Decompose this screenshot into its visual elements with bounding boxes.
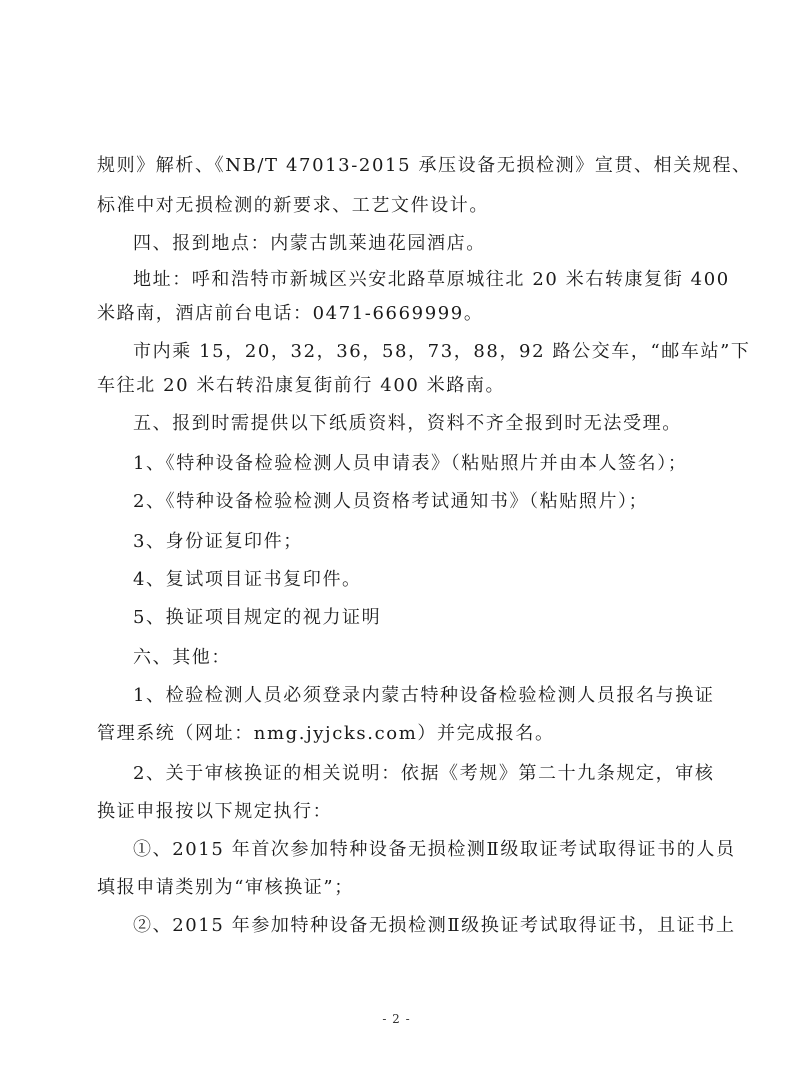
list-item: 2、《特种设备检验检测人员资格考试通知书》（粘贴照片）； <box>133 491 649 512</box>
page-number: - 2 - <box>382 1012 411 1026</box>
paragraph-line: 米路南，酒店前台电话：0471-6669999。 <box>97 303 484 324</box>
list-item: 4、复试项目证书复印件。 <box>133 569 362 590</box>
list-item: 5、换证项目规定的视力证明 <box>133 607 382 628</box>
paragraph-line: 标准中对无损检测的新要求、工艺文件设计。 <box>97 195 489 216</box>
section-heading: 五、报到时需提供以下纸质资料，资料不齐全报到时无法受理。 <box>133 413 682 434</box>
paragraph-line: 地址：呼和浩特市新城区兴安北路草原城往北 20 米右转康复街 400 <box>133 269 730 290</box>
paragraph-line: 1、检验检测人员必须登录内蒙古特种设备检验检测人员报名与换证 <box>133 685 715 706</box>
list-item: 1、《特种设备检验检测人员申请表》（粘贴照片并由本人签名）； <box>133 453 688 474</box>
list-item: 3、身份证复印件； <box>133 531 303 552</box>
paragraph-line: 规则》解析、《NB/T 47013-2015 承压设备无损检测》宣贯、相关规程、 <box>97 155 752 176</box>
paragraph-line: 2、关于审核换证的相关说明：依据《考规》第二十九条规定，审核 <box>133 763 715 784</box>
paragraph-line: 换证申报按以下规定执行： <box>97 801 333 822</box>
paragraph-line: 车往北 20 米右转沿康复街前行 400 米路南。 <box>97 375 506 396</box>
section-heading: 四、报到地点：内蒙古凯莱迪花园酒店。 <box>133 233 486 254</box>
section-heading: 六、其他： <box>133 647 231 668</box>
paragraph-line: ②、2015 年参加特种设备无损检测Ⅱ级换证考试取得证书，且证书上 <box>133 915 736 936</box>
paragraph-line: 填报申请类别为“审核换证”； <box>97 877 354 898</box>
paragraph-line: ①、2015 年首次参加特种设备无损检测Ⅱ级取证考试取得证书的人员 <box>133 839 736 860</box>
paragraph-line: 市内乘 15，20，32，36，58，73，88，92 路公交车，“邮车站”下 <box>133 341 751 362</box>
paragraph-line: 管理系统（网址：nmg.jyjcks.com）并完成报名。 <box>97 723 555 744</box>
